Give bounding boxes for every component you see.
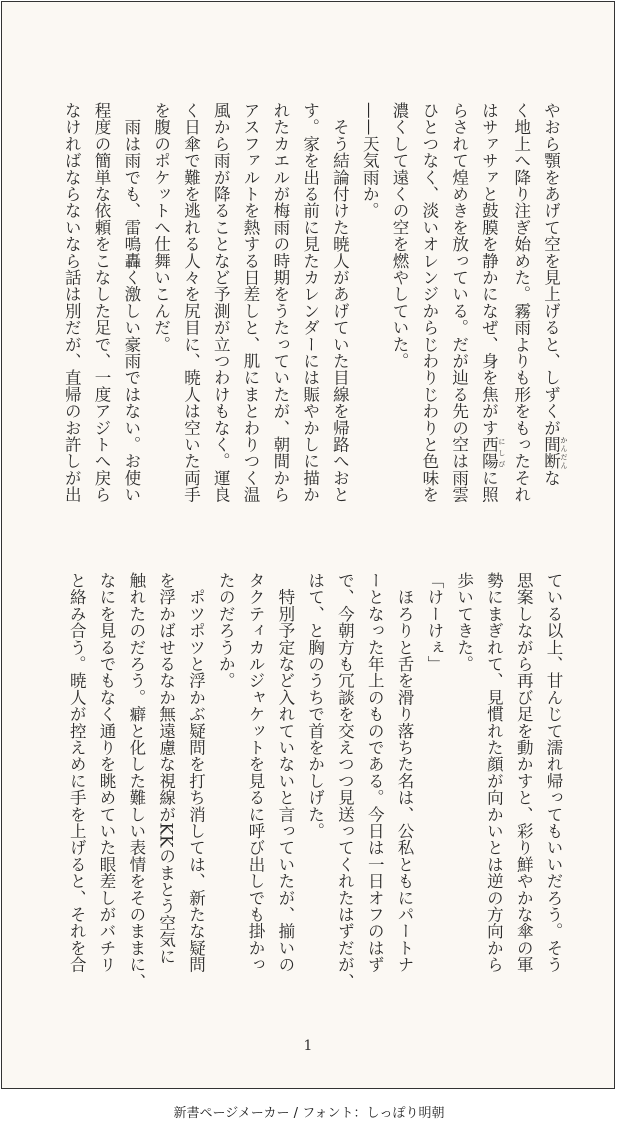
lower-text-block: [61, 572, 568, 1002]
ruby-annotation: 西陽 にしび: [479, 436, 506, 470]
lower-line: 思案しながら再び足を動かすと、彩り鮮やかな傘の軍: [514, 572, 534, 973]
lower-line: 歩いてきた。: [454, 572, 474, 673]
book-page: [1, 1, 615, 1089]
upper-line: なければならないなら話は別だが、直帰のお許しが出: [62, 102, 82, 503]
upper-line: 濃くして遠くの空を燃やしていた。: [390, 102, 410, 370]
upper-line: はサァサァと鼓膜を静かになぜ、身を焦がす西陽 にしびに照: [479, 102, 506, 503]
upper-line: れたカエルが梅雨の時期をうたっていたが、朝間から: [270, 102, 290, 503]
lower-line: 触れたのだろう。癖と化した難しい表情をそのままに、: [126, 572, 146, 990]
lower-line: はて、と胸のうちで首をかしげた。: [305, 572, 325, 840]
upper-text-block: [56, 102, 568, 532]
page-number: 1: [303, 1038, 313, 1054]
lower-line: と絡み合う。暁人が控えめに手を上げると、それを合: [67, 572, 87, 973]
lower-line: ーとなった年上のものである。今日は一日オフのはず: [365, 572, 385, 973]
lower-line: 勢にまぎれて、見慣れた顔が向かいとは逆の方向から: [484, 572, 504, 973]
upper-line: す。家を出る前に見たカレンダーには賑やかしに描か: [300, 102, 320, 503]
ruby-annotation: 間断 かんだん: [541, 436, 568, 470]
footer-credit: 新書ページメーカー / フォント：しっぽり明朝: [173, 1106, 445, 1121]
upper-line: アスファルトを熱する日差しと、肌にまとわりつく温: [241, 102, 261, 503]
upper-line: 程度の簡単な依頼をこなした足で、一度アジトへ戻ら: [92, 102, 112, 503]
upper-line: を腹のポケットへ仕舞いこんだ。: [151, 102, 171, 353]
upper-line: く地上へ降り注ぎ始めた。霧雨よりも形をもったそれ: [511, 102, 531, 503]
lower-line: ほろりと舌を滑り落ちた名は、公私ともにパートナ: [395, 572, 415, 973]
lower-line: なにを見るでもなく通りを眺めていた眼差しがバチリ: [97, 572, 117, 973]
lower-line: 「けーけぇ」: [424, 572, 444, 673]
upper-line: ——天気雨か。: [360, 102, 380, 219]
lower-line: を浮かばせるなか無遠慮な視線がKKのまとう空気に: [156, 572, 176, 965]
lower-line: ている以上、甘んじて濡れ帰ってもいいだろう。そう: [544, 572, 563, 973]
upper-line: ひとつなく、淡いオレンジからじわりじわりと色味を: [419, 102, 439, 503]
upper-line: そう結論付けた暁人があげていた目線を帰路へおと: [330, 102, 350, 503]
lower-line: たのだろうか。: [216, 572, 236, 689]
upper-line: 雨は雨でも、雷鳴轟く激しい豪雨ではない。お使い: [121, 102, 141, 503]
upper-line: らされて煌めきを放っている。だが辿る先の空は雨雲: [449, 102, 469, 503]
lower-line: 特別予定など入れていないと言っていたが、揃いの: [275, 572, 295, 973]
lower-line: で、今朝方も冗談を交えつつ見送ってくれたはずだが、: [335, 572, 355, 990]
upper-line: 風から雨が降ることなど予測が立つわけもなく。運良: [211, 102, 231, 503]
upper-line: やおら顎をあげて空を見上げると、しずくが間断 かんだんな: [541, 102, 568, 487]
lower-line: タクティカルジャケットを見るに呼び出しでも掛かっ: [246, 572, 266, 973]
upper-line: く日傘で難を逃れる人々を尻目に、暁人は空いた両手: [181, 102, 201, 503]
lower-line: ポツポツと浮かぶ疑問を打ち消しては、新たな疑問: [186, 572, 206, 973]
